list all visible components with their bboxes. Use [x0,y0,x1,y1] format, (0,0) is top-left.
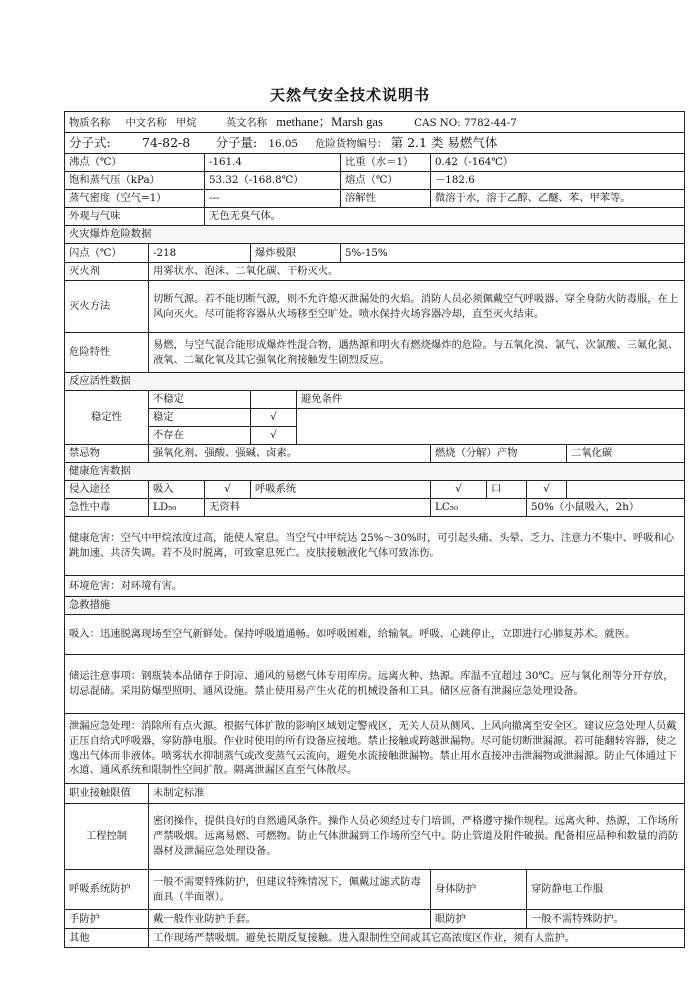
route-respiratory: 呼吸系统 [251,481,431,499]
hand-protection-label: 手防护 [65,910,149,929]
table-row [65,373,685,391]
melting-point-value: －182.6 [431,172,685,190]
substance-name-label: 物质名称 [69,117,111,129]
flash-point-value: -218 [149,244,251,263]
table-row [65,208,685,226]
formula-label: 分子式: [69,135,111,151]
table-row [65,333,685,373]
exposure-limit-value: 未制定标准 [149,784,685,804]
fire-hazard-section-header: 火灾爆炸危险数据 [65,226,685,244]
table-row [65,190,685,208]
eye-protection-value: 一般不需特殊防护。 [527,910,685,929]
table-row [65,655,685,714]
vapor-pressure-value: 53.32（-168.8℃） [205,172,341,190]
exposure-limit-label: 职业接触限值 [65,784,149,804]
table-row [65,463,685,481]
document-title: 天然气安全技术说明书 [269,86,430,104]
stability-stable: 稳定 [149,409,251,427]
storage-transport-text: 储运注意事项：钢瓶装本品储存于阴凉、通风的易燃气体专用库房。远离火种、热源。库温不宜超过 30℃。应与氧化剂等分开存放，切忌混储。采用防爆型照明、通风设施。禁止使用易产生火花的机械设备和工具。储区应备有泄漏应急处理设备。 [65,655,685,714]
table-row [65,929,685,948]
formula-value: 74-82-8 [142,135,191,151]
substance-name-row [65,112,685,133]
other-value: 工作现场严禁吸烟。避免长期反复接触。进入限制性空间或其它高浓度区作业，须有人监护。 [149,929,685,948]
extinguishing-agent-label: 灭火剂 [65,263,149,281]
hand-protection-value: 戴一般作业防护手套。 [149,910,431,929]
appearance-value: 无色无臭气体。 [205,208,685,226]
extinguishing-agent-value: 用雾状水、泡沫、二氧化碳、干粉灭火。 [149,263,685,281]
route-blank [567,481,685,499]
table-row [65,244,685,263]
engineering-control-value: 密闭操作，提供良好的自然通风条件。操作人员必须经过专门培训，严格遵守操作规程。远离火种、热源，工作场所严禁吸烟。远离易燃、可燃物。防止气体泄漏到工作场所空气中。防止管道及附件破损。配备相应品种和数量的消防器材及泄漏应急处理设备。 [149,804,685,870]
ld50-label: LD₅₀ [149,499,205,517]
dangerous-goods-value: 第 2.1 类 易燃气体 [390,135,498,151]
table-row [65,714,685,784]
melting-point-label: 熔点（℃） [341,172,431,190]
english-name-label: 英文名称 [225,117,267,129]
engineering-control-label: 工程控制 [65,804,149,870]
environmental-hazard-text: 环境危害：对环境有害。 [65,576,685,597]
health-hazard-text: 健康危害：空气中甲烷浓度过高，能使人窒息。当空气中甲烷达 25%～30%时，可引起头痛、头晕、乏力、注意力不集中、呼吸和心跳加速、共济失调。若不及时脱离，可致窒息死亡。皮肤接触液化气体可致冻伤。 [65,517,685,576]
table-row [65,615,685,655]
stability-none-mark: √ [251,427,297,445]
table-row [65,427,685,445]
formula-row [65,133,685,154]
table-row [65,172,685,190]
table-row [65,597,685,615]
table-row [65,263,685,281]
avoid-conditions-blank [297,427,685,445]
boiling-point-value: -161.4 [205,154,341,172]
chinese-name-value: 甲烷 [175,117,197,129]
exposure-route-label: 侵入途径 [65,481,149,499]
stability-unstable: 不稳定 [149,391,251,409]
table-row [65,409,685,427]
table-row [65,281,685,333]
specific-gravity-label: 比重（水＝1） [341,154,431,172]
vapor-density-value: --- [205,190,341,208]
route-inhalation-mark: √ [205,481,251,499]
flash-point-label: 闪点（℃） [65,244,149,263]
combustion-products-value: 二氧化碳 [567,445,685,463]
molecular-weight-value: 16.05 [268,138,298,151]
table-row [65,870,685,910]
first-aid-section-header: 急救措施 [65,597,685,615]
incompatible-materials-value: 强氧化剂、强酸、强碱、卤素。 [149,445,431,463]
table-row [65,154,685,172]
health-hazard-section-header: 健康危害数据 [65,463,685,481]
vapor-density-label: 蒸气密度（空气=1） [65,190,205,208]
route-oral-mark: √ [527,481,567,499]
table-row [65,391,685,409]
english-name-value: methane；Marsh gas [276,115,383,129]
table-row [65,481,685,499]
table-row [65,576,685,597]
stability-label: 稳定性 [65,391,149,445]
solubility-value: 微溶于水，溶于乙醇、乙醚、苯、甲苯等。 [431,190,685,208]
respiratory-protection-value: 一般不需要特殊防护，但建议特殊情况下，佩戴过滤式防毒面具（半面罩）。 [149,870,431,910]
explosion-limit-value: 5%-15% [341,244,685,263]
respiratory-protection-label: 呼吸系统防护 [65,870,149,910]
table-row [65,445,685,463]
table-row [65,499,685,517]
body-protection-value: 穿防静电工作服 [527,870,685,910]
combustion-products-label: 燃烧（分解）产物 [431,445,567,463]
reactivity-section-header: 反应活性数据 [65,373,685,391]
table-row [65,226,685,244]
avoid-conditions-value [297,409,685,427]
stability-stable-mark: √ [251,409,297,427]
stability-none: 不存在 [149,427,251,445]
table-row [65,784,685,804]
stability-unstable-mark [251,391,297,409]
firefighting-method-value: 切断气源。若不能切断气源，则不允许熄灭泄漏处的火焰。消防人员必须佩戴空气呼吸器、穿全身防火防毒服，在上风向灭火。尽可能将容器从火场移至空旷处。喷水保持火场容器冷却，直至灭火结束。 [149,281,685,333]
boiling-point-label: 沸点（℃） [65,154,205,172]
explosion-limit-label: 爆炸极限 [251,244,341,263]
hazard-characteristics-value: 易燃，与空气混合能形成爆炸性混合物，遇热源和明火有燃烧爆炸的危险。与五氧化溴、氯气、次氯酸、三氟化氮、液氧、二氟化氧及其它强氧化剂接触发生剧烈反应。 [149,333,685,373]
incompatible-materials-label: 禁忌物 [65,445,149,463]
table-row [65,804,685,870]
specific-gravity-value: 0.42（-164℃） [431,154,685,172]
table-row [65,517,685,576]
molecular-weight-label: 分子量: [215,135,258,151]
avoid-conditions-label: 避免条件 [297,391,685,409]
first-aid-text: 吸入：迅速脱离现场至空气新鲜处。保持呼吸道通畅。如呼吸困难，给输氧。呼吸、心跳停止，立即进行心肺复苏术。就医。 [65,615,685,655]
firefighting-method-label: 灭火方法 [65,281,149,333]
other-label: 其他 [65,929,149,948]
lc50-value: 50%（小鼠吸入，2h） [527,499,685,517]
acute-toxicity-label: 急性中毒 [65,499,149,517]
vapor-pressure-label: 饱和蒸气压（kPa） [65,172,205,190]
lc50-label: LC₅₀ [431,499,527,517]
solubility-label: 溶解性 [341,190,431,208]
eye-protection-label: 眼防护 [431,910,527,929]
route-respiratory-mark: √ [431,481,487,499]
appearance-label: 外观与气味 [65,208,205,226]
chinese-name-label: 中文名称 [125,117,167,129]
leak-emergency-text: 泄漏应急处理：消除所有点火源。根据气体扩散的影响区域划定警戒区，无关人员从侧风、上风向撤离至安全区。建议应急处理人员戴正压自给式呼吸器，穿防静电服。作业时使用的所有设备应接地。禁止接触或跨越泄漏物。尽可能切断泄漏源。若可能翻转容器，使之逸出气体而非液体。喷雾状水抑制蒸气或改变蒸气云流向，避免水流接触泄漏物。禁止用水直接冲击泄漏物或泄漏源。防止气体通过下水道、通风系统和限制性空间扩散。隔离泄漏区直至气体散尽。 [65,714,685,784]
route-inhalation: 吸入 [149,481,205,499]
dangerous-goods-label: 危险货物编号： [315,138,388,151]
cas-number: CAS NO: 7782-44-7 [414,117,517,129]
safety-data-sheet-table [64,111,685,948]
table-row [65,133,685,154]
ld50-value: 无资料 [205,499,431,517]
hazard-characteristics-label: 危险特性 [65,333,149,373]
table-row [65,910,685,929]
table-row [65,112,685,133]
body-protection-label: 身体防护 [431,870,527,910]
route-oral: 口 [487,481,527,499]
